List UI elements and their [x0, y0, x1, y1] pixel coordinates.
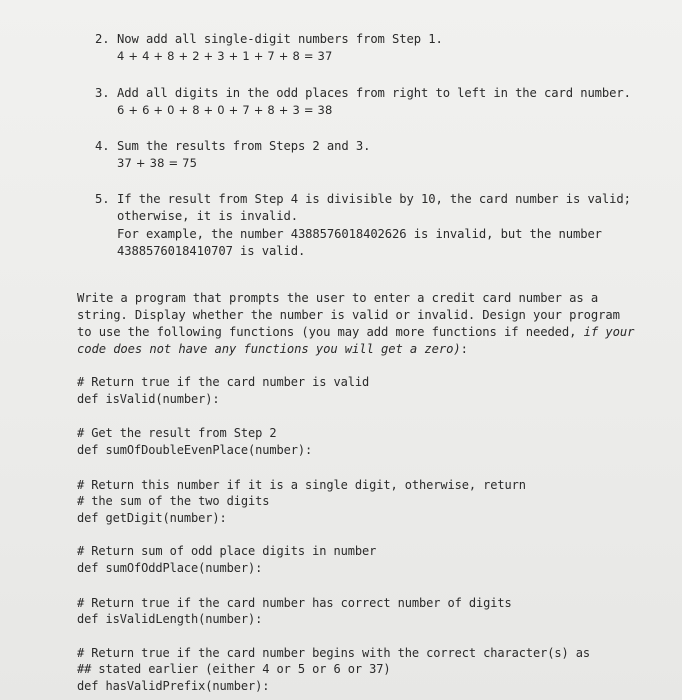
instructions-line-2: string. Display whether the number is valid or invalid. Design your program: [77, 308, 620, 322]
step-5-line-3: For example, the number 4388576018402626 is invalid, but the number: [117, 227, 602, 241]
getdigit-def: def getDigit(number):: [77, 511, 227, 525]
instructions-line-1: Write a program that prompts the user to enter a credit card number as a: [77, 291, 599, 305]
hasvalidprefix-comment-1: # Return true if the card number begins with the correct character(s) as: [77, 646, 590, 660]
isvalid-def: def isValid(number):: [77, 392, 220, 406]
getdigit-comment-2: # the sum of the two digits: [77, 494, 270, 508]
step-5-line-4: 4388576018410707 is valid.: [117, 244, 306, 258]
step-4-number: 4.: [95, 139, 110, 153]
instructions-line-4-colon: :: [460, 342, 468, 356]
instructions-line-3-plain: to use the following functions (you may add more functions if needed,: [77, 325, 584, 339]
hasvalidprefix-def: def hasValidPrefix(number):: [77, 679, 270, 693]
step-2-text: Now add all single-digit numbers from Step 1.: [117, 32, 443, 46]
sumofdoubleevenplace-def: def sumOfDoubleEvenPlace(number):: [77, 443, 313, 457]
step-3-number: 3.: [95, 86, 110, 100]
step-3-text: Add all digits in the odd places from right to left in the card number.: [117, 86, 631, 100]
instructions-line-3: [77, 324, 634, 340]
sumofdoubleevenplace-comment: # Get the result from Step 2: [77, 426, 277, 440]
instructions-line-4-italic: code does not have any functions you will get a zero): [77, 342, 461, 356]
isvalidlength-def: def isValidLength(number):: [77, 612, 263, 626]
step-2-math: 4 + 4 + 8 + 2 + 3 + 1 + 7 + 8 = 37: [117, 49, 333, 63]
step-5-line-2: otherwise, it is invalid.: [117, 209, 298, 223]
step-5-number: 5.: [95, 192, 110, 206]
instructions-line-4: [77, 341, 468, 357]
step-2-number: 2.: [95, 32, 110, 46]
isvalid-comment: # Return true if the card number is valid: [77, 375, 370, 389]
hasvalidprefix-comment-2: ## stated earlier (either 4 or 5 or 6 or 37): [77, 662, 391, 676]
step-4-text: Sum the results from Steps 2 and 3.: [117, 139, 371, 153]
sumofoddplace-def: def sumOfOddPlace(number):: [77, 561, 263, 575]
step-5-line-1: If the result from Step 4 is divisible by 10, the card number is valid;: [117, 192, 631, 206]
step-3-math: 6 + 6 + 0 + 8 + 0 + 7 + 8 + 3 = 38: [117, 103, 333, 117]
instructions-line-3-italic: if your: [583, 325, 635, 339]
sumofoddplace-comment: # Return sum of odd place digits in number: [77, 544, 377, 558]
isvalidlength-comment: # Return true if the card number has correct number of digits: [77, 596, 512, 610]
getdigit-comment-1: # Return this number if it is a single digit, otherwise, return: [77, 478, 526, 492]
step-4-math: 37 + 38 = 75: [117, 156, 198, 170]
